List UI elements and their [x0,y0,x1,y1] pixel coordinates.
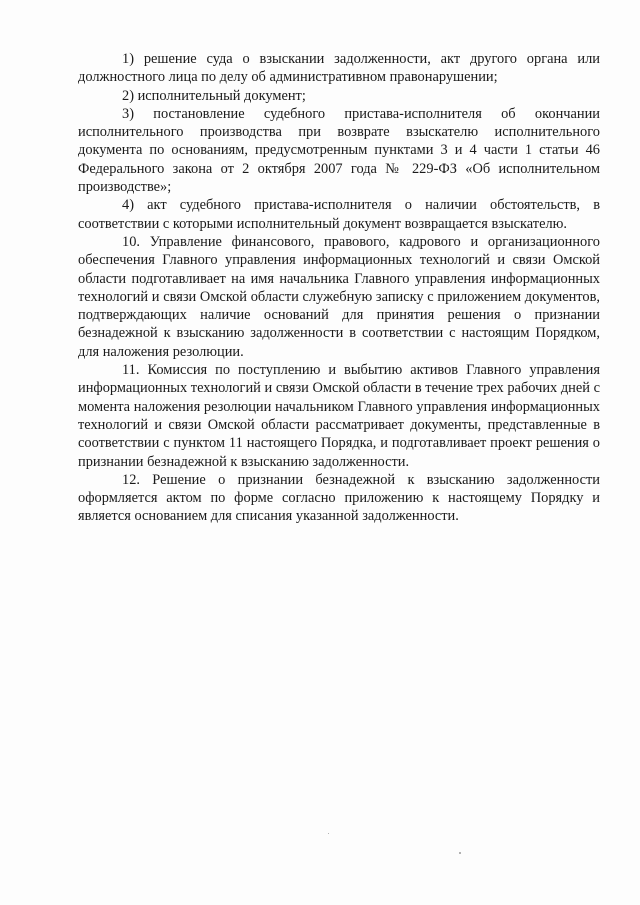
scan-speck [328,833,329,834]
paragraph-12: 12. Решение о признании безнадежной к взысканию задолженности оформляется актом по форме согласно приложению к настоящему Порядку и является основанием для списания указанной задолженности. [78,471,600,525]
paragraph-item-3: 3) постановление судебного пристава-исполнителя об окончании исполнительного производства при возврате взыскателю исполнительного документа по основаниям, предусмотренным пунктами 3 и 4 части 1 статьи 46 Федерального закона от 2 октября 2007 года № 229-ФЗ «Об исполнительном производстве»; [78,105,600,196]
paragraph-item-2: 2) исполнительный документ; [122,87,306,104]
paragraph-item-1: 1) решение суда о взыскании задолженности, акт другого органа или должностного лица по делу об административном правонарушении; [78,51,600,86]
paragraph-item-4: 4) акт судебного пристава-исполнителя о наличии обстоятельств, в соответствии с которыми исполнительный документ возвращается взыскателю. [78,197,600,232]
paragraph-10: 10. Управление финансового, правового, кадрового и организационного обеспечения Главного управления информационных технологий и связи Омской области подготавливает на имя начальника Главного управления информационных технологий и связи Омской области служебную записку с приложением документов, подтверждающих наличие оснований для принятия решения о признании безнадежной к взысканию задолженности в соответствии с настоящим Порядком, для наложения резолюции. [78,233,600,360]
document-body [78,50,600,526]
scan-speck [459,852,461,854]
paragraph-11: 11. Комиссия по поступлению и выбытию активов Главного управления информационных технологий и связи Омской области в течение трех рабочих дней с момента наложения резолюции начальником Главного управления информационных технологий и связи Омской области рассматривает документы, представленные в соответствии с пунктом 11 настоящего Порядка, и подготавливает проект решения о признании безнадежной к взысканию задолженности. [78,362,600,470]
